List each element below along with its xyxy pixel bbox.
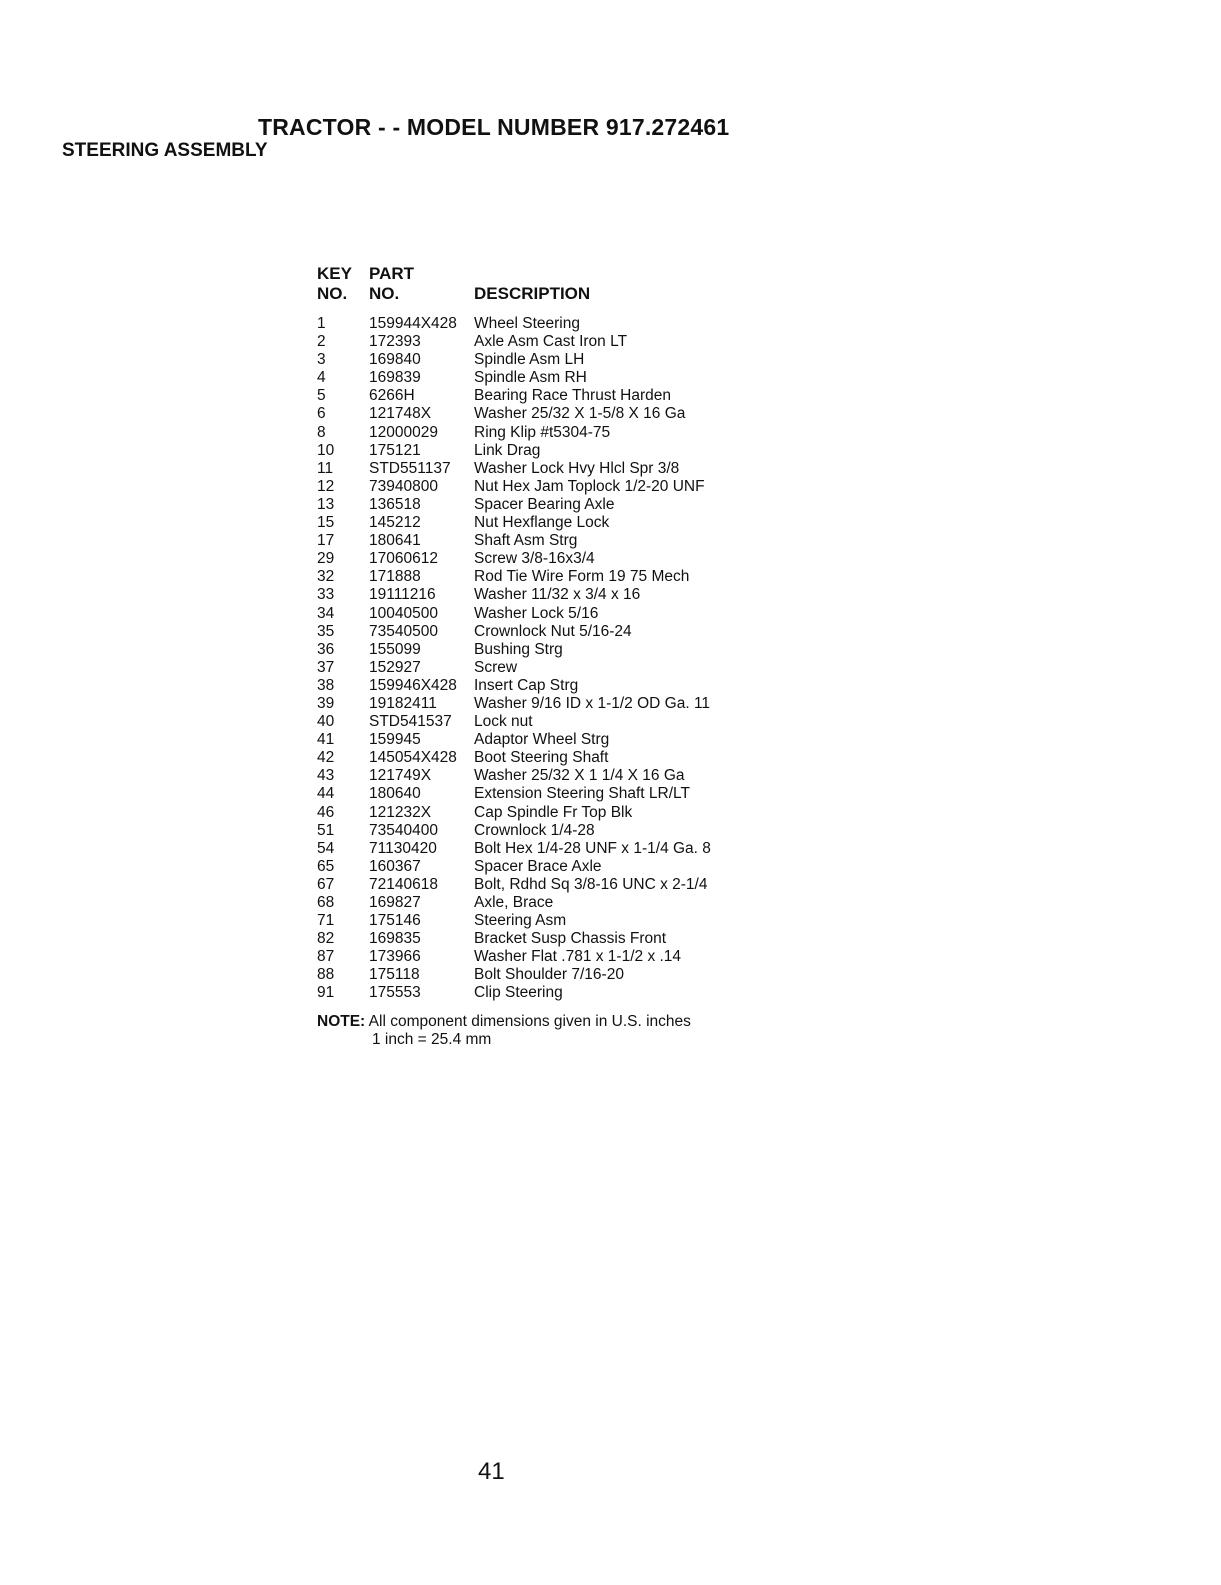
part-description: Spacer Bearing Axle (474, 495, 615, 513)
part-description: Screw 3/8-16x3/4 (474, 550, 595, 568)
key-number: 82 (317, 930, 335, 948)
part-description: Ring Klip #t5304-75 (474, 423, 611, 441)
note-text: All component dimensions given in U.S. inches (365, 1013, 691, 1030)
part-number: 173966 (369, 948, 421, 966)
header-part-bottom: NO. (369, 284, 400, 303)
key-number: 42 (317, 749, 335, 767)
part-number: 10040500 (369, 604, 438, 622)
part-number: 159945 (369, 731, 421, 749)
key-number: 8 (317, 423, 326, 441)
note (317, 1013, 691, 1049)
key-number: 54 (317, 839, 335, 857)
part-number: 171888 (369, 568, 421, 586)
key-number: 37 (317, 658, 335, 676)
part-description: Bolt Hex 1/4-28 UNF x 1-1/4 Ga. 8 (474, 839, 711, 857)
part-number: 145054X428 (369, 749, 457, 767)
part-number: 12000029 (369, 423, 438, 441)
key-number: 38 (317, 676, 335, 694)
key-number: 6 (317, 405, 326, 423)
part-number: 19111216 (369, 586, 436, 604)
part-description: Clip Steering (474, 984, 563, 1002)
part-description: Washer Lock Hvy Hlcl Spr 3/8 (474, 459, 680, 477)
key-number: 40 (317, 713, 335, 731)
key-number: 44 (317, 785, 335, 803)
part-number: 169827 (369, 894, 421, 911)
key-number: 88 (317, 966, 335, 984)
part-description: Crownlock Nut 5/16-24 (474, 622, 632, 640)
part-description: Bushing Strg (474, 640, 563, 658)
part-description: Bolt, Rdhd Sq 3/8-16 UNC x 2-1/4 (474, 875, 708, 893)
part-description: Screw (474, 658, 518, 676)
part-number: 159944X428 (369, 315, 457, 332)
part-description: Washer 11/32 x 3/4 x 16 (474, 586, 641, 604)
part-number: 180640 (369, 785, 421, 803)
part-number: 121232X (369, 803, 432, 821)
part-number: 180641 (369, 532, 421, 550)
part-number: 145212 (369, 514, 421, 532)
key-number: 68 (317, 894, 335, 911)
part-description: Washer Flat .781 x 1-1/2 x .14 (474, 948, 682, 966)
part-description: Shaft Asm Strg (474, 532, 578, 550)
part-description: Bearing Race Thrust Harden (474, 387, 672, 405)
part-number: 71130420 (369, 839, 437, 857)
part-number: 17060612 (369, 550, 438, 568)
key-number: 1 (317, 315, 326, 332)
key-number: 43 (317, 767, 335, 785)
header-description: DESCRIPTION (474, 284, 591, 303)
part-description: Adaptor Wheel Strg (474, 731, 610, 749)
key-number: 41 (317, 731, 335, 749)
part-description: Link Drag (474, 441, 541, 459)
part-description: Cap Spindle Fr Top Blk (474, 803, 633, 821)
header-key-top: KEY (317, 264, 352, 283)
part-description: Nut Hexflange Lock (474, 514, 610, 532)
key-number: 10 (317, 441, 335, 459)
part-number: 169835 (369, 930, 421, 948)
part-description: Washer Lock 5/16 (474, 604, 599, 622)
part-description: Crownlock 1/4-28 (474, 821, 595, 839)
part-number: STD541537 (369, 713, 452, 731)
key-number: 2 (317, 333, 326, 351)
part-number: 175553 (369, 984, 421, 1002)
key-number: 51 (317, 821, 335, 839)
part-number: 121748X (369, 405, 432, 423)
key-number: 36 (317, 640, 335, 658)
note-line-1 (317, 1013, 691, 1031)
key-number: 5 (317, 387, 326, 405)
part-description: Spacer Brace Axle (474, 857, 602, 875)
section-title: STEERING ASSEMBLY (62, 140, 268, 161)
key-number: 87 (317, 948, 335, 966)
part-number: 175146 (369, 912, 421, 930)
part-number: 6266H (369, 387, 415, 405)
part-number: 121749X (369, 767, 432, 785)
part-description: Spindle Asm LH (474, 351, 585, 369)
part-number: 160367 (369, 857, 421, 875)
part-number: 159946X428 (369, 676, 457, 694)
key-number: 71 (317, 912, 335, 930)
part-description: Rod Tie Wire Form 19 75 Mech (474, 568, 690, 586)
part-number: 175118 (369, 966, 420, 984)
part-number: 169840 (369, 351, 421, 369)
part-number: 136518 (369, 495, 421, 513)
part-number: 172393 (369, 333, 421, 351)
note-line-2: 1 inch = 25.4 mm (372, 1031, 492, 1048)
part-description: Nut Hex Jam Toplock 1/2-20 UNF (474, 477, 705, 495)
part-number: 169839 (369, 369, 421, 387)
key-number: 13 (317, 495, 335, 513)
part-description: Bolt Shoulder 7/16-20 (474, 966, 624, 984)
key-number: 32 (317, 568, 335, 586)
part-number: 73540500 (369, 622, 438, 640)
page-title: TRACTOR - - MODEL NUMBER 917.272461 (258, 114, 730, 140)
part-number: STD551137 (369, 459, 451, 477)
key-number: 34 (317, 604, 335, 622)
part-number: 155099 (369, 640, 421, 658)
key-number: 39 (317, 694, 335, 712)
part-number: 175121 (369, 441, 421, 459)
key-number: 65 (317, 857, 335, 875)
page-number: 41 (478, 1458, 505, 1485)
key-number: 33 (317, 586, 335, 604)
part-description: Washer 25/32 X 1 1/4 X 16 Ga (474, 767, 685, 785)
part-number: 19182411 (369, 694, 437, 712)
key-number: 11 (317, 459, 334, 477)
part-number: 73540400 (369, 821, 438, 839)
key-number: 35 (317, 622, 335, 640)
part-number: 72140618 (369, 875, 438, 893)
key-number: 91 (317, 984, 335, 1002)
key-number: 17 (317, 532, 335, 550)
key-number: 3 (317, 351, 326, 369)
part-description: Washer 9/16 ID x 1-1/2 OD Ga. 11 (474, 694, 711, 712)
part-description: Steering Asm (474, 912, 567, 930)
part-description: Spindle Asm RH (474, 369, 587, 387)
part-description: Lock nut (474, 713, 533, 731)
key-number: 29 (317, 550, 335, 568)
part-description: Insert Cap Strg (474, 676, 579, 694)
part-description: Wheel Steering (474, 315, 580, 332)
key-number: 12 (317, 477, 335, 495)
header-part-top: PART (369, 264, 415, 283)
part-description: Axle, Brace (474, 894, 554, 911)
note-label: NOTE: (317, 1013, 366, 1030)
header-key-bottom: NO. (317, 284, 348, 303)
part-description: Axle Asm Cast Iron LT (474, 333, 628, 351)
part-description: Boot Steering Shaft (474, 749, 609, 767)
key-number: 46 (317, 803, 335, 821)
part-description: Bracket Susp Chassis Front (474, 930, 667, 948)
key-number: 67 (317, 875, 335, 893)
part-description: Washer 25/32 X 1-5/8 X 16 Ga (474, 405, 686, 423)
part-description: Extension Steering Shaft LR/LT (474, 785, 690, 803)
part-number: 152927 (369, 658, 421, 676)
key-number: 15 (317, 514, 335, 532)
part-number: 73940800 (369, 477, 438, 495)
key-number: 4 (317, 369, 326, 387)
